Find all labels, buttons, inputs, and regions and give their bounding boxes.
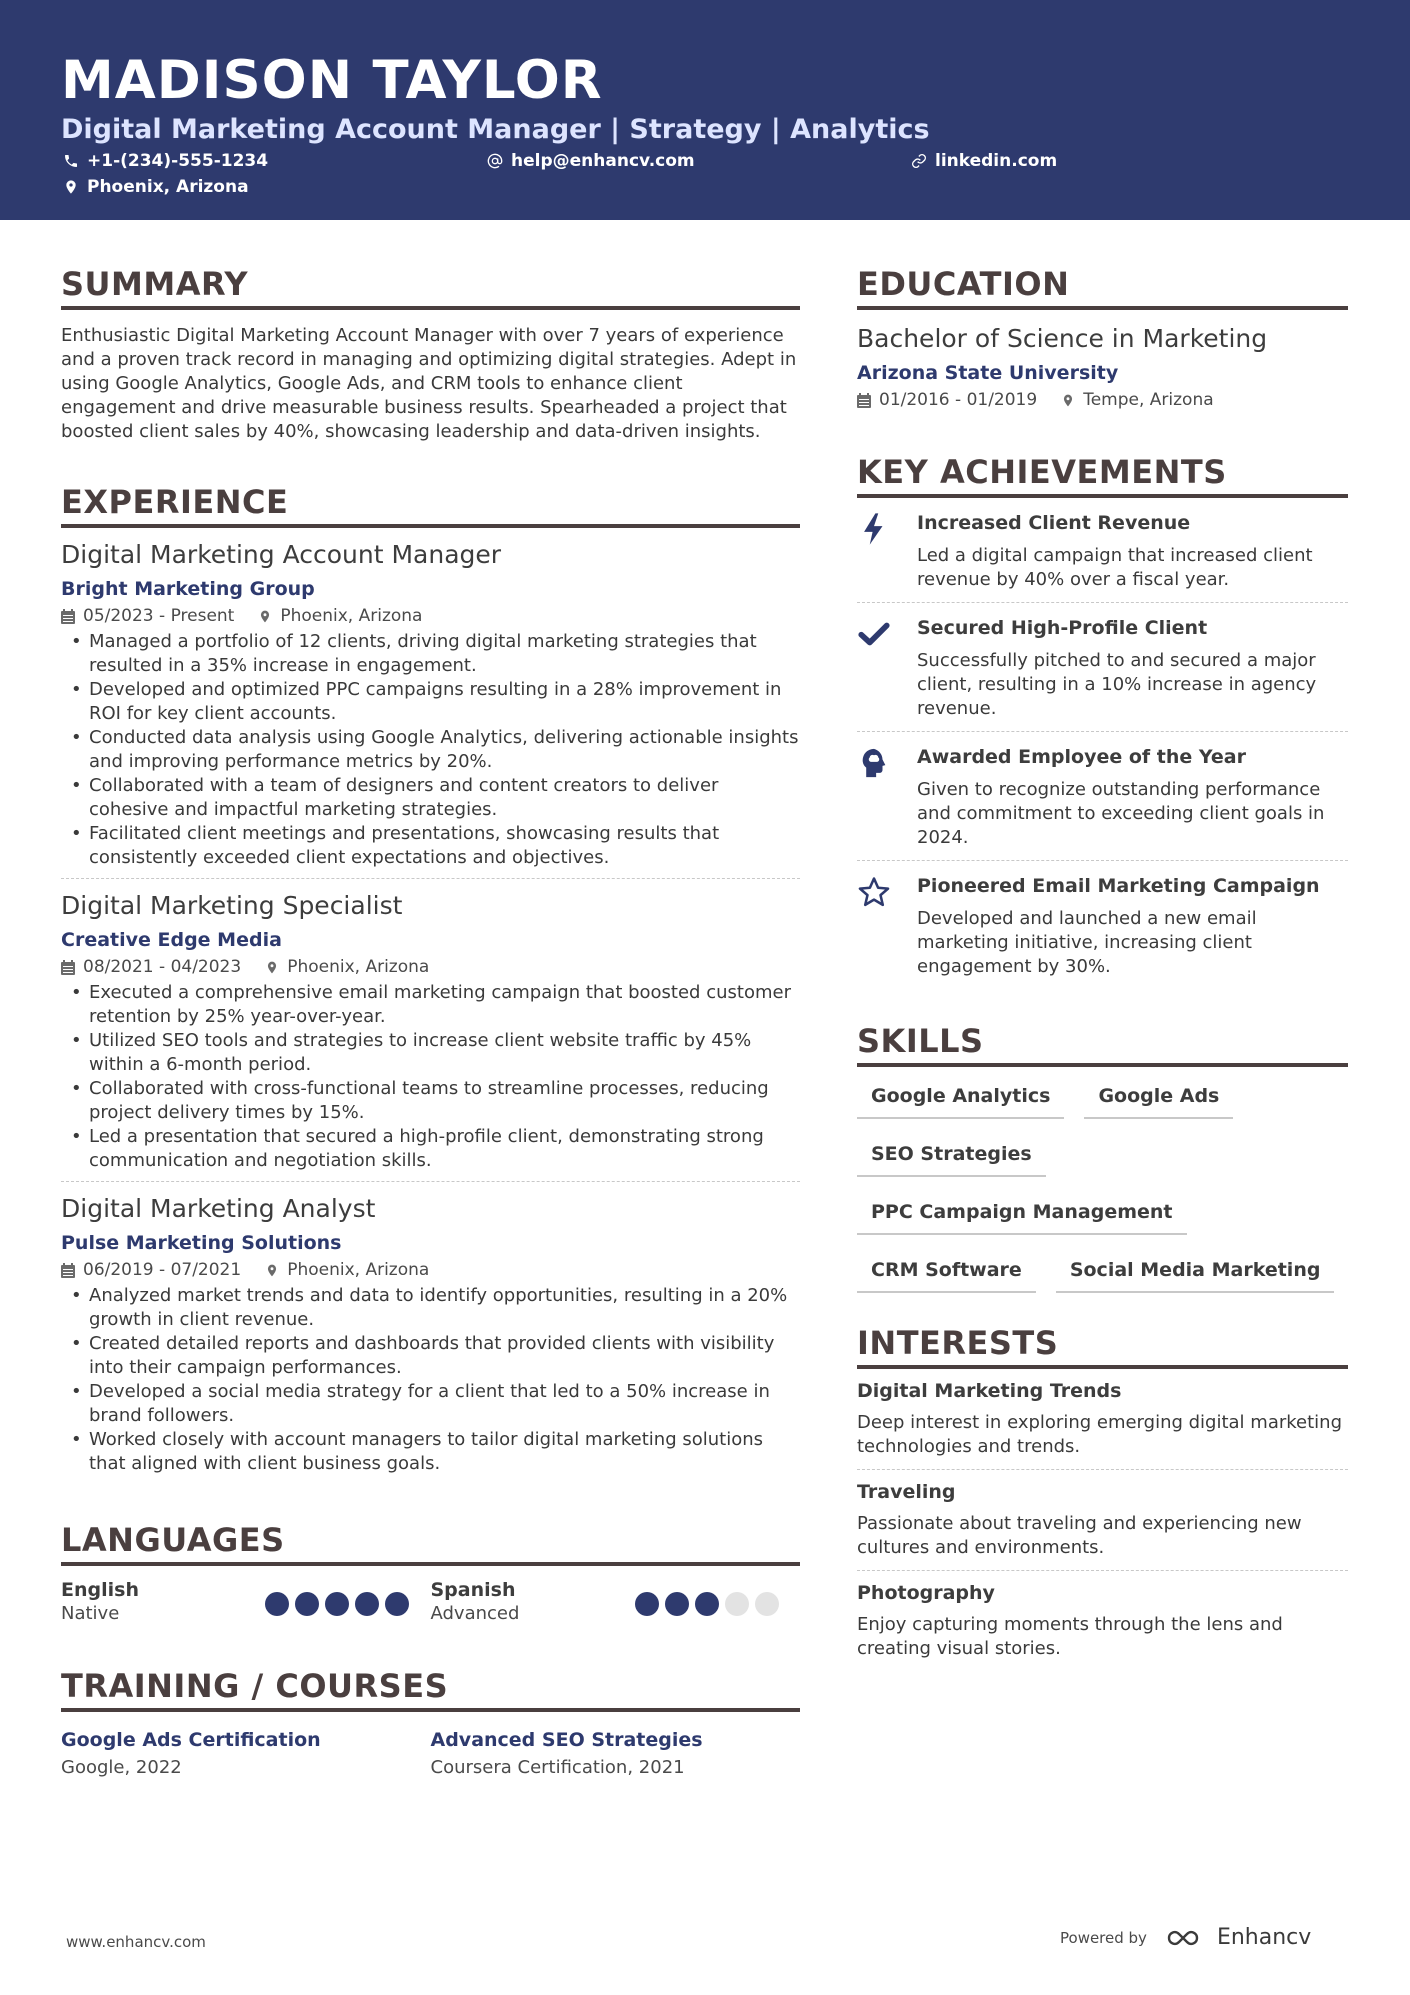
right-column bbox=[857, 262, 1348, 1671]
achievement-title: Secured High-Profile Client bbox=[917, 617, 1208, 639]
rating-dot bbox=[725, 1592, 749, 1616]
bullet-item: • Analyzed market trends and data to identify opportunities, resulting in a 20% growth in client revenue. bbox=[61, 1284, 800, 1332]
interest-item bbox=[857, 1369, 1348, 1469]
rating-dot bbox=[325, 1592, 349, 1616]
job-list bbox=[61, 528, 800, 1484]
job-bullets bbox=[61, 981, 800, 1173]
skill-tag: SEO Strategies bbox=[857, 1137, 1046, 1177]
achievement-title: Increased Client Revenue bbox=[917, 512, 1191, 534]
job-meta bbox=[61, 1258, 800, 1282]
rating-dot bbox=[755, 1592, 779, 1616]
interest-description: Passionate about traveling and experiencing new cultures and environments. bbox=[857, 1513, 1302, 1558]
education-dates: 01/2016 - 01/2019 bbox=[857, 388, 1037, 412]
job-title: Digital Marketing Account Manager bbox=[61, 540, 502, 569]
job-location: Phoenix, Arizona bbox=[265, 1258, 429, 1282]
job-bullets bbox=[61, 630, 800, 870]
interest-description: Deep interest in exploring emerging digital marketing technologies and trends. bbox=[857, 1412, 1342, 1457]
job-entry bbox=[61, 528, 800, 878]
experience-section bbox=[61, 480, 800, 1484]
interests-section bbox=[857, 1321, 1348, 1671]
checkmark-icon bbox=[857, 615, 917, 721]
experience-heading: EXPERIENCE bbox=[61, 480, 800, 528]
language-level: Native bbox=[61, 1603, 120, 1624]
education-location: Tempe, Arizona bbox=[1061, 388, 1213, 412]
bullet-item: • Managed a portfolio of 12 clients, driving digital marketing strategies that resulted in a 35% increase in engagement. bbox=[61, 630, 800, 678]
company-name: Pulse Marketing Solutions bbox=[61, 1232, 342, 1254]
interest-title: Traveling bbox=[857, 1481, 956, 1503]
interest-item bbox=[857, 1570, 1348, 1671]
course-list bbox=[61, 1726, 800, 1782]
languages-section bbox=[61, 1518, 800, 1628]
skill-row bbox=[857, 1137, 1348, 1177]
rating-dot bbox=[385, 1592, 409, 1616]
achievement-item bbox=[857, 498, 1348, 602]
enhancv-logo-icon bbox=[1165, 1927, 1209, 1949]
company-name: Bright Marketing Group bbox=[61, 578, 315, 600]
job-title: Digital Marketing Specialist bbox=[61, 891, 403, 920]
job-meta bbox=[61, 955, 800, 979]
contact-linkedin[interactable] bbox=[911, 150, 1057, 172]
bullet-item: • Facilitated client meetings and presentations, showcasing results that consistently exceeded client expectations and objectives. bbox=[61, 822, 800, 870]
company-name: Creative Edge Media bbox=[61, 929, 282, 951]
language-name: Spanish bbox=[430, 1579, 516, 1601]
summary-heading: SUMMARY bbox=[61, 262, 800, 310]
map-pin-icon bbox=[265, 1263, 279, 1278]
course-title: Advanced SEO Strategies bbox=[430, 1729, 703, 1751]
achievement-description: Led a digital campaign that increased client revenue by 40% over a fiscal year. bbox=[917, 545, 1313, 590]
contact-phone bbox=[63, 150, 268, 172]
bullet-item: • Developed and optimized PPC campaigns resulting in a 28% improvement in ROI for key client accounts. bbox=[61, 678, 800, 726]
achievements-section bbox=[857, 450, 1348, 989]
achievement-description: Successfully pitched to and secured a major client, resulting in a 10% increase in agency revenue. bbox=[917, 650, 1317, 719]
rating-dot bbox=[295, 1592, 319, 1616]
achievement-title: Pioneered Email Marketing Campaign bbox=[917, 875, 1320, 897]
resume-header bbox=[0, 0, 1410, 220]
bullet-item: • Conducted data analysis using Google Analytics, delivering actionable insights and improving performance metrics by 20%. bbox=[61, 726, 800, 774]
candidate-headline: Digital Marketing Account Manager | Strategy | Analytics bbox=[61, 114, 930, 145]
linkedin-text[interactable]: linkedin.com bbox=[935, 151, 1058, 171]
language-rating bbox=[635, 1592, 779, 1616]
bullet-item: • Led a presentation that secured a high-profile client, demonstrating strong communication and negotiation skills. bbox=[61, 1125, 800, 1173]
skill-tag: Google Ads bbox=[1084, 1079, 1233, 1119]
skill-list bbox=[857, 1079, 1348, 1293]
training-heading: TRAINING / COURSES bbox=[61, 1664, 800, 1712]
calendar-icon bbox=[61, 609, 75, 624]
summary-section bbox=[61, 262, 800, 444]
language-name: English bbox=[61, 1579, 139, 1601]
achievements-heading: KEY ACHIEVEMENTS bbox=[857, 450, 1348, 498]
bullet-item: • Developed a social media strategy for a client that led to a 50% increase in brand followers. bbox=[61, 1380, 800, 1428]
skill-tag: CRM Software bbox=[857, 1253, 1036, 1293]
achievement-item bbox=[857, 602, 1348, 731]
education-degree: Bachelor of Science in Marketing bbox=[857, 324, 1268, 353]
rating-dot bbox=[665, 1592, 689, 1616]
rating-dot bbox=[355, 1592, 379, 1616]
interest-title: Digital Marketing Trends bbox=[857, 1380, 1122, 1402]
map-pin-icon bbox=[258, 609, 272, 624]
education-section bbox=[857, 262, 1348, 412]
rating-dot bbox=[635, 1592, 659, 1616]
phone-text: +1-(234)-555-1234 bbox=[87, 151, 269, 171]
contact-location bbox=[63, 176, 249, 198]
education-meta bbox=[857, 388, 1348, 412]
brand-name: Enhancv bbox=[1216, 1925, 1312, 1950]
job-bullets bbox=[61, 1284, 800, 1476]
location-text: Phoenix, Arizona bbox=[87, 177, 249, 197]
achievement-body bbox=[917, 510, 1348, 592]
phone-icon bbox=[63, 153, 79, 169]
map-pin-icon bbox=[265, 960, 279, 975]
email-text[interactable]: help@enhancv.com bbox=[511, 151, 695, 171]
languages-heading: LANGUAGES bbox=[61, 1518, 800, 1566]
course-title: Google Ads Certification bbox=[61, 1729, 321, 1751]
interests-heading: INTERESTS bbox=[857, 1321, 1348, 1369]
at-sign-icon bbox=[487, 153, 503, 169]
course-item bbox=[431, 1726, 801, 1782]
lightning-icon bbox=[857, 510, 917, 592]
education-heading: EDUCATION bbox=[857, 262, 1348, 310]
course-provider: Google, 2022 bbox=[61, 1757, 182, 1778]
bullet-item: • Created detailed reports and dashboards that provided clients with visibility into their campaign performances. bbox=[61, 1332, 800, 1380]
map-pin-icon bbox=[1061, 393, 1075, 408]
job-entry bbox=[61, 1181, 800, 1484]
language-level: Advanced bbox=[430, 1603, 520, 1624]
skill-row bbox=[857, 1253, 1348, 1293]
map-pin-icon bbox=[63, 179, 79, 195]
skill-row bbox=[857, 1195, 1348, 1235]
interest-description: Enjoy capturing moments through the lens and creating visual stories. bbox=[857, 1614, 1283, 1659]
language-rating bbox=[265, 1592, 409, 1616]
job-dates: 08/2021 - 04/2023 bbox=[61, 955, 241, 979]
left-column bbox=[61, 262, 800, 1782]
language-item bbox=[431, 1578, 801, 1628]
interest-item bbox=[857, 1469, 1348, 1570]
achievement-list bbox=[857, 498, 1348, 989]
calendar-icon bbox=[857, 393, 871, 408]
bullet-item: • Utilized SEO tools and strategies to increase client website traffic by 45% within a 6-month period. bbox=[61, 1029, 800, 1077]
language-list bbox=[61, 1578, 800, 1628]
enhancv-logo[interactable] bbox=[1165, 1925, 1311, 1950]
skill-tag: PPC Campaign Management bbox=[857, 1195, 1187, 1235]
summary-text: Enthusiastic Digital Marketing Account Manager with over 7 years of experience and a proven track record in managing and optimizing digital strategies. Adept in using Google Analytics, Google Ads, and CRM tools to enhance client engagement and drive measurable business results. Spearheaded a project that boosted client sales by 40%, showcasing leadership and data-driven insights. bbox=[61, 325, 797, 442]
skills-section bbox=[857, 1019, 1348, 1293]
footer-branding bbox=[1060, 1925, 1311, 1950]
job-entry bbox=[61, 878, 800, 1181]
footer-website[interactable]: www.enhancv.com bbox=[66, 1933, 206, 1951]
job-title: Digital Marketing Analyst bbox=[61, 1194, 376, 1223]
job-location: Phoenix, Arizona bbox=[265, 955, 429, 979]
achievement-description: Given to recognize outstanding performance and commitment to exceeding client goals in 2024. bbox=[917, 779, 1325, 848]
bullet-item: • Executed a comprehensive email marketing campaign that boosted customer retention by 25% year-over-year. bbox=[61, 981, 800, 1029]
head-brain-icon bbox=[857, 744, 917, 850]
achievement-body bbox=[917, 744, 1348, 850]
rating-dot bbox=[265, 1592, 289, 1616]
interest-title: Photography bbox=[857, 1582, 995, 1604]
achievement-item bbox=[857, 860, 1348, 989]
skill-tag: Social Media Marketing bbox=[1056, 1253, 1335, 1293]
powered-by-label: Powered by bbox=[1060, 1928, 1147, 1947]
achievement-item bbox=[857, 731, 1348, 860]
rating-dot bbox=[695, 1592, 719, 1616]
candidate-name: MADISON TAYLOR bbox=[61, 50, 603, 111]
contact-email[interactable] bbox=[487, 150, 695, 172]
job-dates: 05/2023 - Present bbox=[61, 604, 234, 628]
job-meta bbox=[61, 604, 800, 628]
education-school: Arizona State University bbox=[857, 362, 1119, 384]
star-icon bbox=[857, 873, 917, 979]
training-section bbox=[61, 1664, 800, 1782]
achievement-title: Awarded Employee of the Year bbox=[917, 746, 1247, 768]
link-icon bbox=[911, 153, 927, 169]
achievement-body bbox=[917, 873, 1348, 979]
interest-list bbox=[857, 1369, 1348, 1671]
job-location: Phoenix, Arizona bbox=[258, 604, 422, 628]
calendar-icon bbox=[61, 960, 75, 975]
skill-row bbox=[857, 1079, 1348, 1119]
language-item bbox=[61, 1578, 431, 1628]
job-dates: 06/2019 - 07/2021 bbox=[61, 1258, 241, 1282]
course-item bbox=[61, 1726, 431, 1782]
achievement-body bbox=[917, 615, 1348, 721]
skill-tag: Google Analytics bbox=[857, 1079, 1064, 1119]
bullet-item: • Collaborated with a team of designers and content creators to deliver cohesive and impactful marketing strategies. bbox=[61, 774, 800, 822]
course-provider: Coursera Certification, 2021 bbox=[430, 1757, 685, 1778]
bullet-item: • Worked closely with account managers to tailor digital marketing solutions that aligned with client business goals. bbox=[61, 1428, 800, 1476]
bullet-item: • Collaborated with cross-functional teams to streamline processes, reducing project delivery times by 15%. bbox=[61, 1077, 800, 1125]
achievement-description: Developed and launched a new email marketing initiative, increasing client engagement by 30%. bbox=[917, 908, 1257, 977]
skills-heading: SKILLS bbox=[857, 1019, 1348, 1067]
calendar-icon bbox=[61, 1263, 75, 1278]
